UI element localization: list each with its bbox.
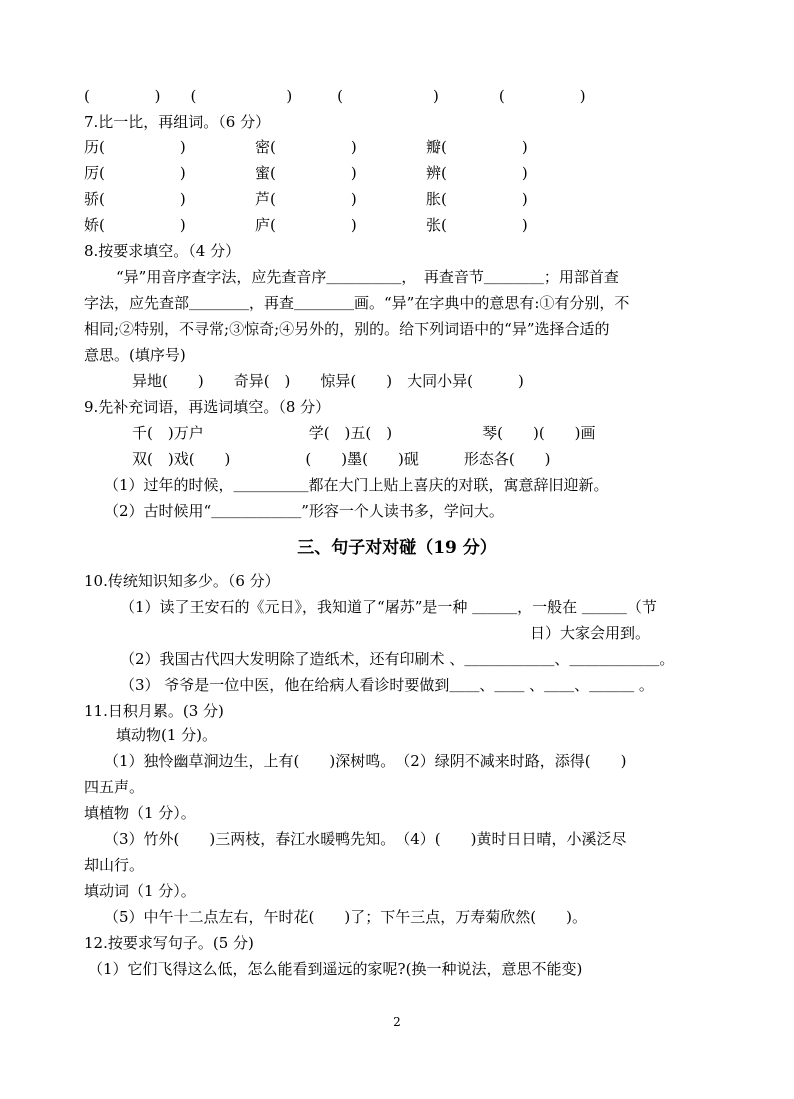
compare-cell: 辨( )	[426, 164, 528, 182]
question-10-text: （1）读了王安石的《元日》，我知道了“屠苏”是一种 ＿＿＿，一般在 ＿＿＿（节	[120, 598, 657, 616]
question-10-text: （3） 爷爷是一位中医，他在给病人看诊时要做到＿＿、＿＿ 、＿＿、＿＿＿ 。	[120, 676, 654, 694]
question-11-text: （3）竹外( )三两枝，春江水暖鸭先知。 （4）( )黄时日日晴，小溪泛尽	[104, 830, 627, 848]
question-9-words: 双( )戏( ) ( )墨( )砚 形态各( )	[132, 450, 551, 468]
question-9-heading: 9.先补充词语，再选词填空。（8 分）	[84, 398, 331, 416]
question-8-words: 异地( ) 奇异( ) 惊异( ) 大同小异( )	[132, 372, 524, 390]
question-10-heading: 10.传统知识知多少。（6 分）	[84, 572, 280, 590]
compare-cell: 芦( )	[255, 190, 357, 208]
compare-cell: 瓣( )	[426, 138, 528, 156]
question-11-text: （1）独怜幽草涧边生，上有( )深树鸣。 （2）绿阴不减来时路，添得( )	[104, 752, 627, 770]
compare-cell: 蜜( )	[255, 164, 357, 182]
question-12-text: （1）它们飞得这么低，怎么能看到遥远的家呢?(换一种说法，意思不能变)	[88, 960, 583, 978]
question-11-text: （5）中午十二点左右，午时花( )了；下午三点，万寿菊欣然( )。	[104, 908, 587, 926]
page-number: 2	[393, 1015, 401, 1029]
compare-cell: 张( )	[426, 216, 528, 234]
compare-cell: 密( )	[255, 138, 357, 156]
compare-cell: 历( )	[84, 138, 186, 156]
question-8-text: “异”用音序查字法，应先查音序＿＿＿＿＿， 再查音节＿＿＿＿；用部首查	[116, 268, 619, 286]
compare-cell: 骄( )	[84, 190, 186, 208]
question-7-heading: 7.比一比，再组词。（6 分）	[84, 113, 271, 131]
question-8-text: 相同;②特别，不寻常;③惊奇;④另外的，别的。给下列词语中的“异”选择合适的	[84, 320, 610, 338]
answer-blanks-line: ( ) ( ) ( ) ( )	[84, 87, 586, 105]
question-11-heading: 11.日积月累。(3 分)	[84, 702, 224, 720]
question-11-subheading: 填动物(1 分)。	[116, 726, 218, 744]
question-10-text: 日）大家会用到。	[530, 624, 651, 642]
question-8-text: 字法，应先查部＿＿＿＿，再查＿＿＿＿画。“异”在字典中的意思有:①有分别，不	[84, 294, 630, 312]
question-11-text: 四五声。	[84, 778, 145, 796]
compare-cell: 厉( )	[84, 164, 186, 182]
question-9-sentence: （1）过年的时候，＿＿＿＿＿都在大门上贴上喜庆的对联，寓意辞旧迎新。	[104, 476, 609, 494]
question-8-text: 意思。(填序号)	[84, 346, 186, 364]
compare-cell: 胀( )	[426, 190, 528, 208]
compare-cell: 庐( )	[255, 216, 357, 234]
question-12-heading: 12.按要求写句子。(5 分)	[84, 934, 254, 952]
question-11-subheading: 填植物（1 分）。	[84, 804, 196, 822]
question-9-sentence: （2）古时候用“＿＿＿＿＿＿”形容一个人读书多，学问大。	[104, 502, 504, 520]
question-8-heading: 8.按要求填空。（4 分）	[84, 242, 241, 260]
question-11-subheading: 填动词（1 分）。	[84, 882, 196, 900]
section-three-title: 三、句子对对碰（19 分）	[297, 538, 497, 558]
question-11-text: 却山行。	[84, 856, 145, 874]
question-10-text: （2）我国古代四大发明除了造纸术，还有印刷术 、＿＿＿＿＿＿、＿＿＿＿＿＿。	[120, 650, 675, 668]
question-9-words: 千( )万户 学( )五( ) 琴( )( )画	[132, 424, 596, 442]
compare-cell: 娇( )	[84, 216, 186, 234]
